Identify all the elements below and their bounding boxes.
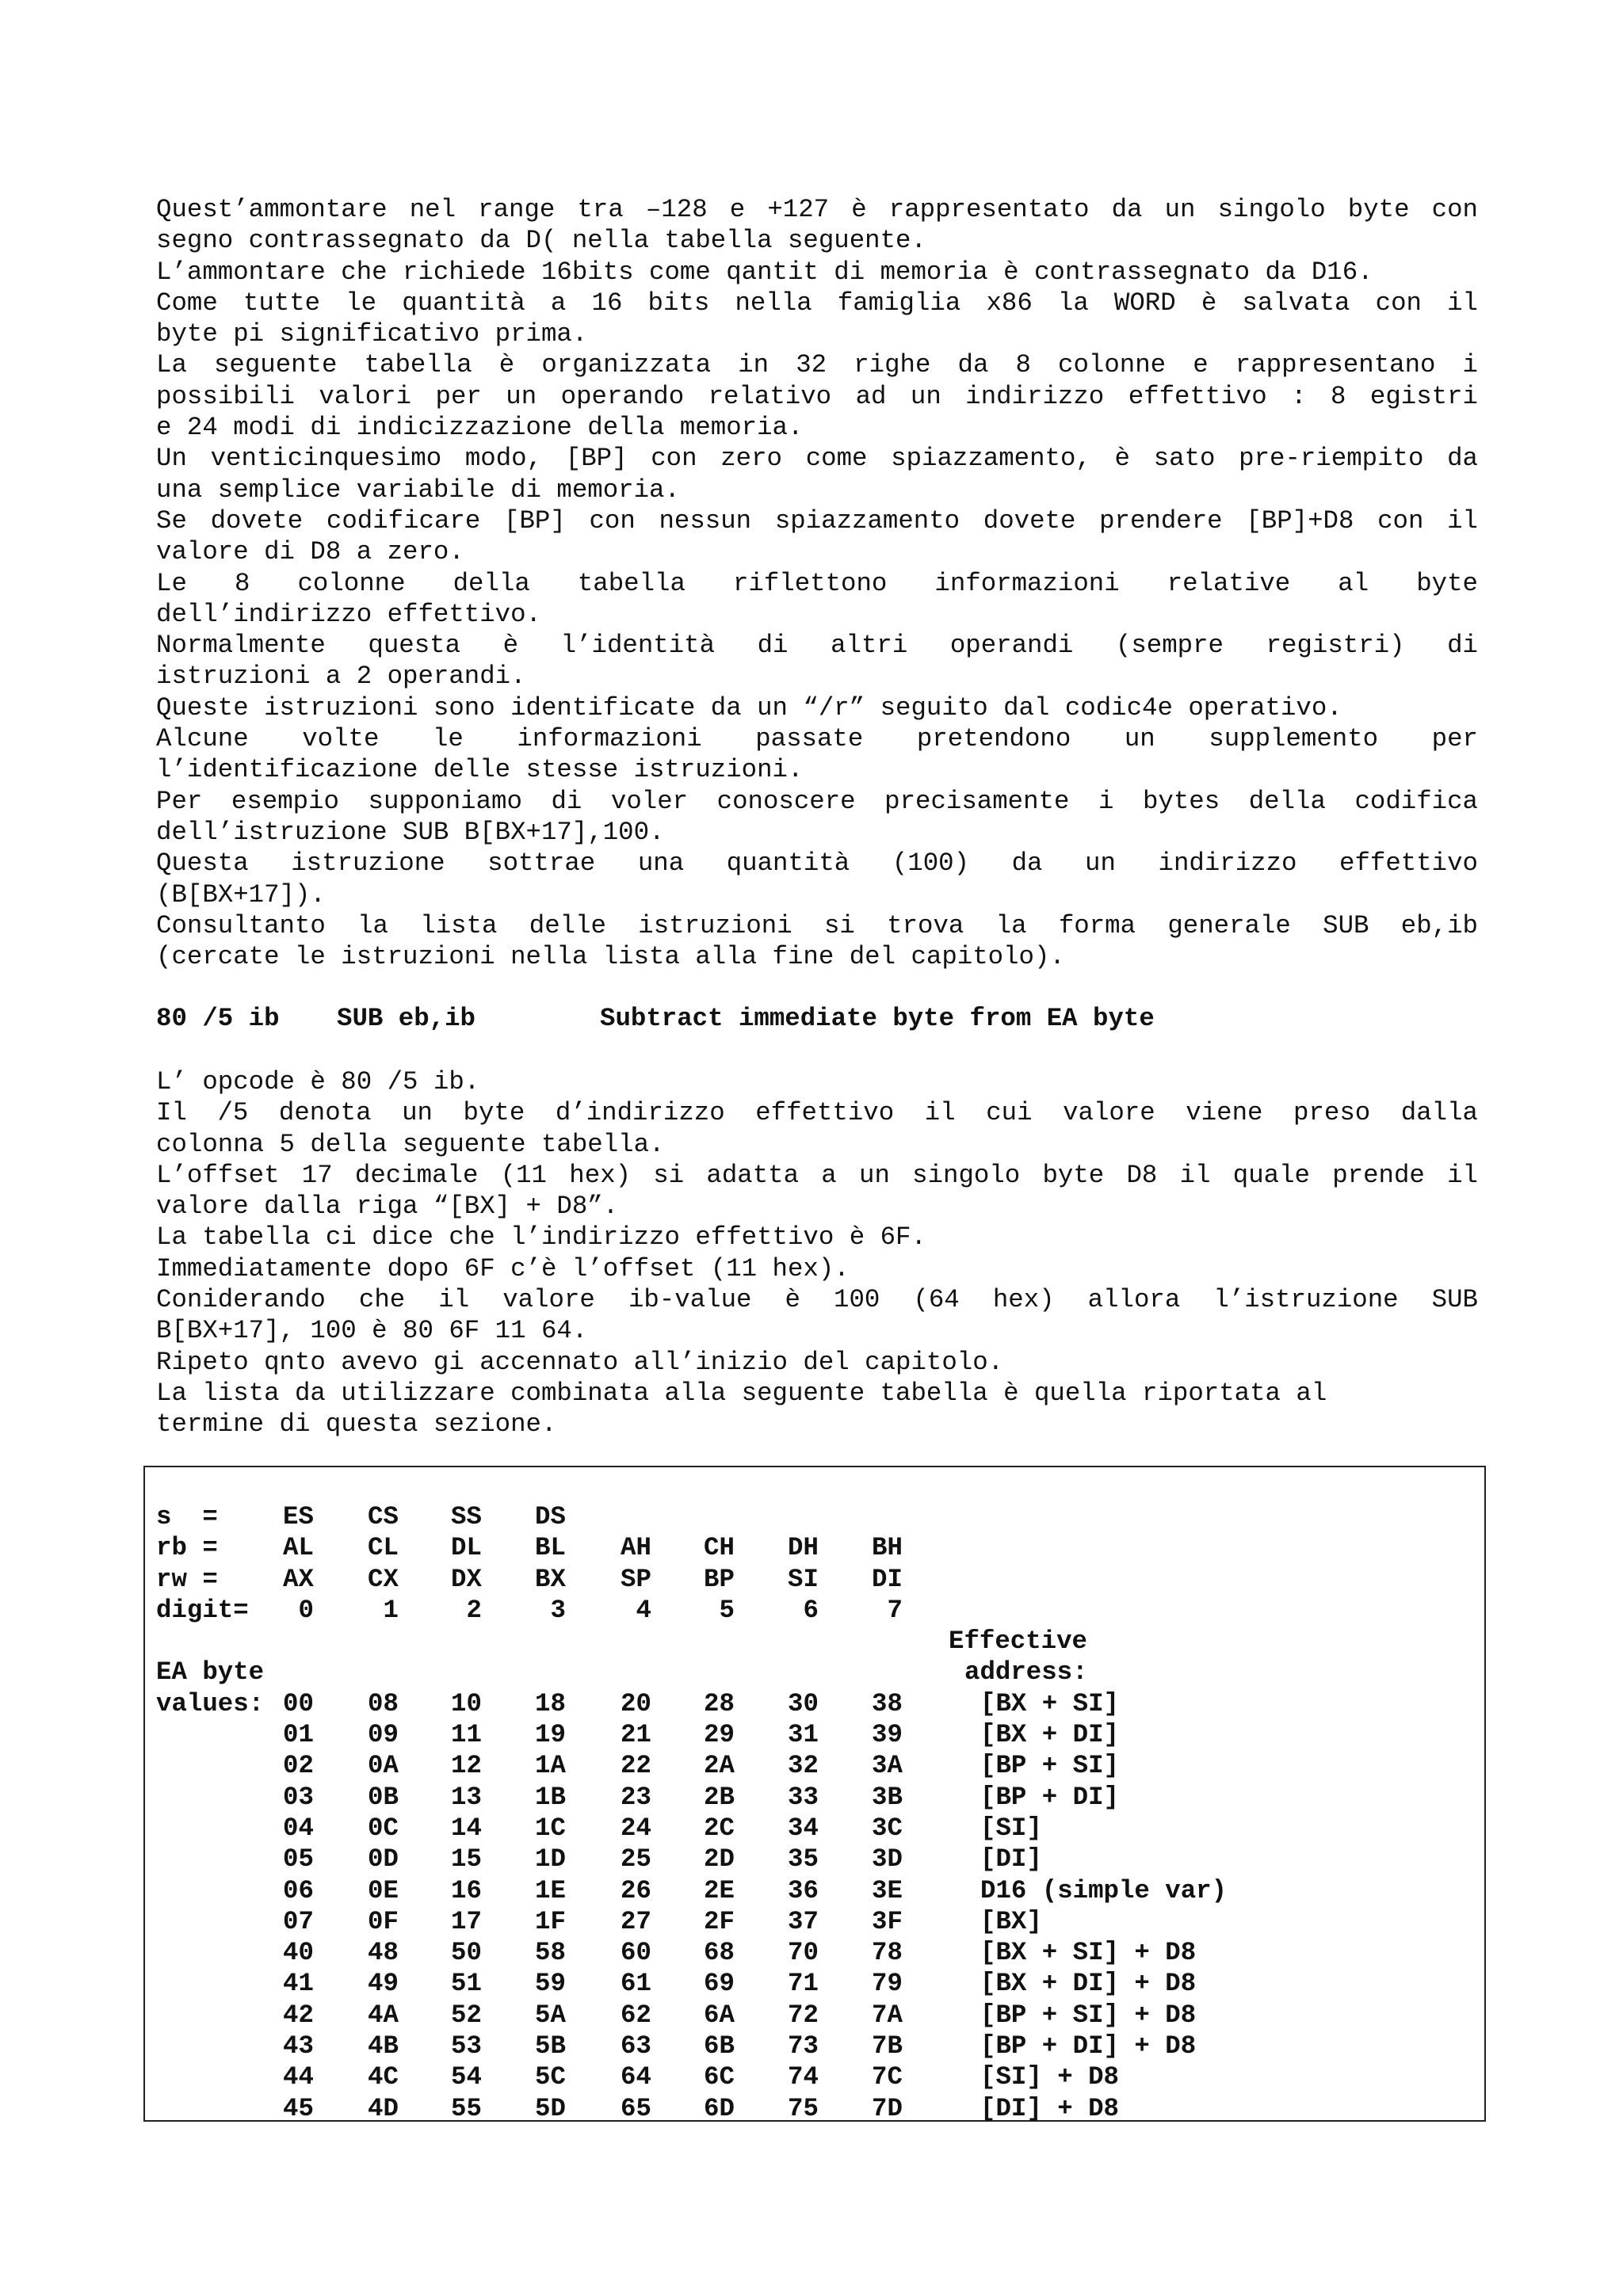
ea-byte-cell: 09 bbox=[368, 1720, 399, 1750]
ea-byte-cell: 5C bbox=[535, 2062, 566, 2092]
effective-address-cell: [BP + SI] + D8 bbox=[980, 2000, 1197, 2030]
ea-byte-cell: 11 bbox=[451, 1720, 482, 1750]
text-line: istruzioni a 2 operandi. bbox=[156, 662, 526, 692]
effective-address-cell: [DI] bbox=[980, 1844, 1042, 1875]
header-cell: AX bbox=[283, 1564, 314, 1594]
effective-address-subtitle: address: bbox=[964, 1657, 1088, 1688]
ea-byte-cell: 61 bbox=[621, 1969, 651, 1999]
text-line: Come tutte le quantità a 16 bits nella famiglia x86 la WORD è salvata con il bbox=[156, 288, 1478, 318]
explanation-paragraphs bbox=[156, 1066, 1478, 1440]
ea-byte-cell: 25 bbox=[621, 1844, 651, 1875]
ea-byte-cell: 0B bbox=[368, 1782, 399, 1812]
header-cell: CL bbox=[368, 1533, 399, 1563]
header-cell: DI bbox=[872, 1564, 903, 1594]
ea-byte-cell: 5B bbox=[535, 2031, 566, 2061]
ea-byte-cell: 68 bbox=[704, 1938, 735, 1968]
instruction-heading bbox=[156, 1003, 1155, 1034]
ea-byte-cell: 20 bbox=[621, 1688, 651, 1718]
ea-byte-cell: 64 bbox=[621, 2062, 651, 2092]
header-cell: 3 bbox=[535, 1595, 566, 1625]
header-cell: BX bbox=[535, 1564, 566, 1594]
ea-byte-cell: 75 bbox=[788, 2093, 819, 2123]
ea-byte-cell: 69 bbox=[704, 1969, 735, 1999]
ea-byte-cell: 2E bbox=[704, 1875, 735, 1905]
text-line: dell’indirizzo effettivo. bbox=[156, 599, 541, 629]
ea-byte-cell: 13 bbox=[451, 1782, 482, 1812]
ea-byte-cell: 4B bbox=[368, 2031, 399, 2061]
ea-byte-cell: 24 bbox=[621, 1813, 651, 1843]
text-line: Il /5 denota un byte d’indirizzo effettivo il cui valore viene preso dalla bbox=[156, 1098, 1478, 1128]
ea-byte-cell: 65 bbox=[621, 2093, 651, 2123]
ea-byte-cell: 1E bbox=[535, 1875, 566, 1905]
ea-byte-cell: 3C bbox=[872, 1813, 903, 1843]
ea-byte-cell: 0E bbox=[368, 1875, 399, 1905]
text-line: Un venticinquesimo modo, [BP] con zero come spiazzamento, è sato pre-riempito da bbox=[156, 444, 1478, 474]
ea-byte-cell: 71 bbox=[788, 1969, 819, 1999]
ea-byte-cell: 1A bbox=[535, 1751, 566, 1781]
ea-byte-cell: 50 bbox=[451, 1938, 482, 1968]
ea-byte-cell: 1F bbox=[535, 1906, 566, 1936]
text-line: una semplice variabile di memoria. bbox=[156, 475, 680, 505]
ea-byte-cell: 78 bbox=[872, 1938, 903, 1968]
ea-byte-cell: 6A bbox=[704, 2000, 735, 2030]
ea-byte-cell: 37 bbox=[788, 1906, 819, 1936]
ea-values-label: values: bbox=[156, 1688, 265, 1718]
effective-address-cell: D16 (simple var) bbox=[980, 1875, 1228, 1905]
text-line: Queste istruzioni sono identificate da un “/r” seguito dal codic4e operativo. bbox=[156, 692, 1342, 723]
effective-address-cell: [BX + DI] bbox=[980, 1720, 1119, 1750]
ea-byte-cell: 16 bbox=[451, 1875, 482, 1905]
ea-byte-cell: 42 bbox=[283, 2000, 314, 2030]
ea-byte-cell: 0F bbox=[368, 1906, 399, 1936]
effective-address-cell: [BP + DI] + D8 bbox=[980, 2031, 1197, 2061]
ea-byte-cell: 06 bbox=[283, 1875, 314, 1905]
text-line: Alcune volte le informazioni passate pretendono un supplemento per bbox=[156, 724, 1478, 754]
ea-byte-cell: 1D bbox=[535, 1844, 566, 1875]
ea-byte-cell: 6B bbox=[704, 2031, 735, 2061]
text-line: e 24 modi di indicizzazione della memoria. bbox=[156, 413, 804, 443]
text-line: La lista da utilizzare combinata alla seguente tabella è quella riportata al bbox=[156, 1378, 1327, 1408]
row-label: s = bbox=[156, 1502, 218, 1531]
text-line: valore dalla riga “[BX] + D8”. bbox=[156, 1192, 619, 1222]
header-cell: BP bbox=[704, 1564, 735, 1594]
effective-address-cell: [BX + SI] bbox=[980, 1688, 1119, 1718]
heading-mnemonic: SUB eb,ib bbox=[337, 1004, 475, 1033]
text-line: byte pi significativo prima. bbox=[156, 319, 588, 349]
header-cell: DS bbox=[535, 1502, 566, 1531]
text-line: L’offset 17 decimale (11 hex) si adatta a un singolo byte D8 il quale prende il bbox=[156, 1160, 1478, 1190]
ea-byte-cell: 63 bbox=[621, 2031, 651, 2061]
ea-byte-cell: 3D bbox=[872, 1844, 903, 1875]
ea-byte-cell: 51 bbox=[451, 1969, 482, 1999]
header-cell: 2 bbox=[451, 1595, 482, 1625]
ea-byte-cell: 17 bbox=[451, 1906, 482, 1936]
header-cell: CX bbox=[368, 1564, 399, 1594]
effective-address-cell: [SI] bbox=[980, 1813, 1042, 1843]
effective-address-cell: [SI] + D8 bbox=[980, 2062, 1119, 2092]
ea-byte-cell: 40 bbox=[283, 1938, 314, 1968]
row-label: rw = bbox=[156, 1564, 218, 1594]
ea-byte-cell: 2F bbox=[704, 1906, 735, 1936]
text-line: L’ opcode è 80 /5 ib. bbox=[156, 1067, 480, 1097]
ea-byte-cell: 5A bbox=[535, 2000, 566, 2030]
text-line: dell’istruzione SUB B[BX+17],100. bbox=[156, 817, 665, 847]
ea-byte-cell: 1B bbox=[535, 1782, 566, 1812]
ea-byte-cell: 33 bbox=[788, 1782, 819, 1812]
ea-byte-cell: 31 bbox=[788, 1720, 819, 1750]
header-cell: DH bbox=[788, 1533, 819, 1563]
ea-byte-cell: 26 bbox=[621, 1875, 651, 1905]
ea-byte-cell: 43 bbox=[283, 2031, 314, 2061]
ea-byte-cell: 59 bbox=[535, 1969, 566, 1999]
effective-address-cell: [BX + SI] + D8 bbox=[980, 1938, 1197, 1968]
ea-byte-cell: 08 bbox=[368, 1688, 399, 1718]
ea-byte-cell: 4C bbox=[368, 2062, 399, 2092]
ea-byte-cell: 58 bbox=[535, 1938, 566, 1968]
ea-byte-cell: 3F bbox=[872, 1906, 903, 1936]
text-line: Le 8 colonne della tabella riflettono informazioni relative al byte bbox=[156, 568, 1478, 598]
ea-byte-cell: 00 bbox=[283, 1688, 314, 1718]
ea-byte-cell: 44 bbox=[283, 2062, 314, 2092]
text-line: Per esempio supponiamo di voler conoscere precisamente i bytes della codifica bbox=[156, 786, 1478, 816]
ea-byte-cell: 0C bbox=[368, 1813, 399, 1843]
ea-byte-cell: 6C bbox=[704, 2062, 735, 2092]
text-line: segno contrassegnato da D( nella tabella seguente. bbox=[156, 226, 926, 256]
header-cell: CH bbox=[704, 1533, 735, 1563]
text-line: Quest’ammontare nel range tra –128 e +127 è rappresentato da un singolo byte con bbox=[156, 195, 1478, 224]
header-cell: DL bbox=[451, 1533, 482, 1563]
heading-description: Subtract immediate byte from EA byte bbox=[600, 1004, 1155, 1033]
header-cell: 7 bbox=[872, 1595, 903, 1625]
effective-address-cell: [BP + SI] bbox=[980, 1751, 1119, 1781]
ea-byte-cell: 38 bbox=[872, 1688, 903, 1718]
header-cell: 5 bbox=[704, 1595, 735, 1625]
text-line: valore di D8 a zero. bbox=[156, 537, 464, 567]
ea-byte-cell: 52 bbox=[451, 2000, 482, 2030]
ea-byte-cell: 07 bbox=[283, 1906, 314, 1936]
ea-byte-cell: 2D bbox=[704, 1844, 735, 1875]
text-line: La tabella ci dice che l’indirizzo effettivo è 6F. bbox=[156, 1222, 926, 1253]
text-line: Consultanto la lista delle istruzioni si trova la forma generale SUB eb,ib bbox=[156, 910, 1478, 940]
ea-byte-cell: 02 bbox=[283, 1751, 314, 1781]
ea-byte-cell: 36 bbox=[788, 1875, 819, 1905]
header-cell: BL bbox=[535, 1533, 566, 1563]
ea-byte-cell: 30 bbox=[788, 1688, 819, 1718]
ea-byte-cell: 70 bbox=[788, 1938, 819, 1968]
text-line: Coniderando che il valore ib-value è 100 (64 hex) allora l’istruzione SUB bbox=[156, 1285, 1478, 1315]
ea-byte-cell: 48 bbox=[368, 1938, 399, 1968]
text-line: Questa istruzione sottrae una quantità (100) da un indirizzo effettivo bbox=[156, 849, 1478, 879]
text-line: Normalmente questa è l’identità di altri operandi (sempre registri) di bbox=[156, 631, 1478, 661]
header-cell: 4 bbox=[621, 1595, 651, 1625]
ea-byte-cell: 22 bbox=[621, 1751, 651, 1781]
effective-address-cell: [BP + DI] bbox=[980, 1782, 1119, 1812]
text-line: termine di questa sezione. bbox=[156, 1409, 557, 1440]
ea-byte-cell: 15 bbox=[451, 1844, 482, 1875]
header-cell: 6 bbox=[788, 1595, 819, 1625]
text-line: L’ammontare che richiede 16bits come qantit di memoria è contrassegnato da D16. bbox=[156, 257, 1373, 287]
ea-byte-cell: 53 bbox=[451, 2031, 482, 2061]
ea-byte-cell: 03 bbox=[283, 1782, 314, 1812]
ea-byte-cell: 19 bbox=[535, 1720, 566, 1750]
header-cell: DX bbox=[451, 1564, 482, 1594]
header-cell: AL bbox=[283, 1533, 314, 1563]
ea-byte-cell: 1C bbox=[535, 1813, 566, 1843]
ea-byte-cell: 32 bbox=[788, 1751, 819, 1781]
ea-byte-cell: 3A bbox=[872, 1751, 903, 1781]
text-line: La seguente tabella è organizzata in 32 righe da 8 colonne e rappresentano i bbox=[156, 350, 1478, 380]
intro-paragraphs bbox=[156, 194, 1478, 972]
header-cell: SI bbox=[788, 1564, 819, 1594]
ea-byte-cell: 4A bbox=[368, 2000, 399, 2030]
text-line: B[BX+17], 100 è 80 6F 11 64. bbox=[156, 1316, 588, 1346]
ea-byte-cell: 41 bbox=[283, 1969, 314, 1999]
ea-byte-cell: 27 bbox=[621, 1906, 651, 1936]
effective-address-cell: [BX] bbox=[980, 1906, 1042, 1936]
effective-address-title: Effective bbox=[949, 1627, 1087, 1657]
ea-byte-cell: 35 bbox=[788, 1844, 819, 1875]
ea-byte-cell: 7A bbox=[872, 2000, 903, 2030]
ea-byte-cell: 34 bbox=[788, 1813, 819, 1843]
effective-address-cell: [BX + DI] + D8 bbox=[980, 1969, 1197, 1999]
ea-byte-cell: 05 bbox=[283, 1844, 314, 1875]
header-cell: AH bbox=[621, 1533, 651, 1563]
ea-byte-cell: 62 bbox=[621, 2000, 651, 2030]
ea-byte-cell: 14 bbox=[451, 1813, 482, 1843]
ea-byte-label: EA byte bbox=[156, 1657, 265, 1688]
ea-byte-cell: 45 bbox=[283, 2093, 314, 2123]
ea-byte-cell: 55 bbox=[451, 2093, 482, 2123]
text-line: possibili valori per un operando relativo ad un indirizzo effettivo : 8 egistri bbox=[156, 381, 1478, 411]
ea-byte-cell: 28 bbox=[704, 1688, 735, 1718]
ea-byte-cell: 39 bbox=[872, 1720, 903, 1750]
ea-byte-cell: 18 bbox=[535, 1688, 566, 1718]
header-cell: SS bbox=[451, 1502, 482, 1531]
ea-byte-cell: 12 bbox=[451, 1751, 482, 1781]
ea-byte-cell: 72 bbox=[788, 2000, 819, 2030]
ea-byte-cell: 3B bbox=[872, 1782, 903, 1812]
row-label: digit= bbox=[156, 1595, 249, 1625]
ea-byte-cell: 0D bbox=[368, 1844, 399, 1875]
heading-opcode: 80 /5 ib bbox=[156, 1004, 280, 1033]
ea-byte-cell: 01 bbox=[283, 1720, 314, 1750]
ea-byte-cell: 7C bbox=[872, 2062, 903, 2092]
ea-byte-cell: 60 bbox=[621, 1938, 651, 1968]
ea-byte-cell: 7B bbox=[872, 2031, 903, 2061]
header-cell: CS bbox=[368, 1502, 399, 1531]
header-cell: BH bbox=[872, 1533, 903, 1563]
ea-byte-cell: 49 bbox=[368, 1969, 399, 1999]
ea-byte-cell: 3E bbox=[872, 1875, 903, 1905]
text-line: Ripeto qnto avevo gi accennato all’inizio del capitolo. bbox=[156, 1347, 1004, 1377]
text-line: Se dovete codificare [BP] con nessun spiazzamento dovete prendere [BP]+D8 con il bbox=[156, 505, 1478, 536]
header-cell: 0 bbox=[283, 1595, 314, 1625]
text-line: (B[BX+17]). bbox=[156, 879, 326, 910]
text-line: l’identificazione delle stesse istruzioni. bbox=[156, 755, 804, 785]
ea-byte-cell: 2A bbox=[704, 1751, 735, 1781]
effective-address-cell: [DI] + D8 bbox=[980, 2093, 1119, 2123]
text-line: colonna 5 della seguente tabella. bbox=[156, 1129, 665, 1159]
ea-byte-cell: 74 bbox=[788, 2062, 819, 2092]
ea-byte-cell: 29 bbox=[704, 1720, 735, 1750]
header-cell: ES bbox=[283, 1502, 314, 1531]
header-cell: SP bbox=[621, 1564, 651, 1594]
text-line: (cercate le istruzioni nella lista alla fine del capitolo). bbox=[156, 942, 1065, 972]
ea-byte-cell: 6D bbox=[704, 2093, 735, 2123]
ea-byte-cell: 2C bbox=[704, 1813, 735, 1843]
ea-byte-cell: 2B bbox=[704, 1782, 735, 1812]
ea-byte-cell: 7D bbox=[872, 2093, 903, 2123]
ea-byte-cell: 4D bbox=[368, 2093, 399, 2123]
ea-byte-cell: 54 bbox=[451, 2062, 482, 2092]
ea-byte-cell: 79 bbox=[872, 1969, 903, 1999]
ea-byte-cell: 10 bbox=[451, 1688, 482, 1718]
ea-byte-cell: 73 bbox=[788, 2031, 819, 2061]
header-cell: 1 bbox=[368, 1595, 399, 1625]
ea-byte-cell: 04 bbox=[283, 1813, 314, 1843]
ea-byte-cell: 5D bbox=[535, 2093, 566, 2123]
row-label: rb = bbox=[156, 1533, 218, 1563]
text-line: Immediatamente dopo 6F c’è l’offset (11 hex). bbox=[156, 1253, 850, 1283]
ea-byte-cell: 0A bbox=[368, 1751, 399, 1781]
ea-byte-cell: 23 bbox=[621, 1782, 651, 1812]
ea-byte-cell: 21 bbox=[621, 1720, 651, 1750]
